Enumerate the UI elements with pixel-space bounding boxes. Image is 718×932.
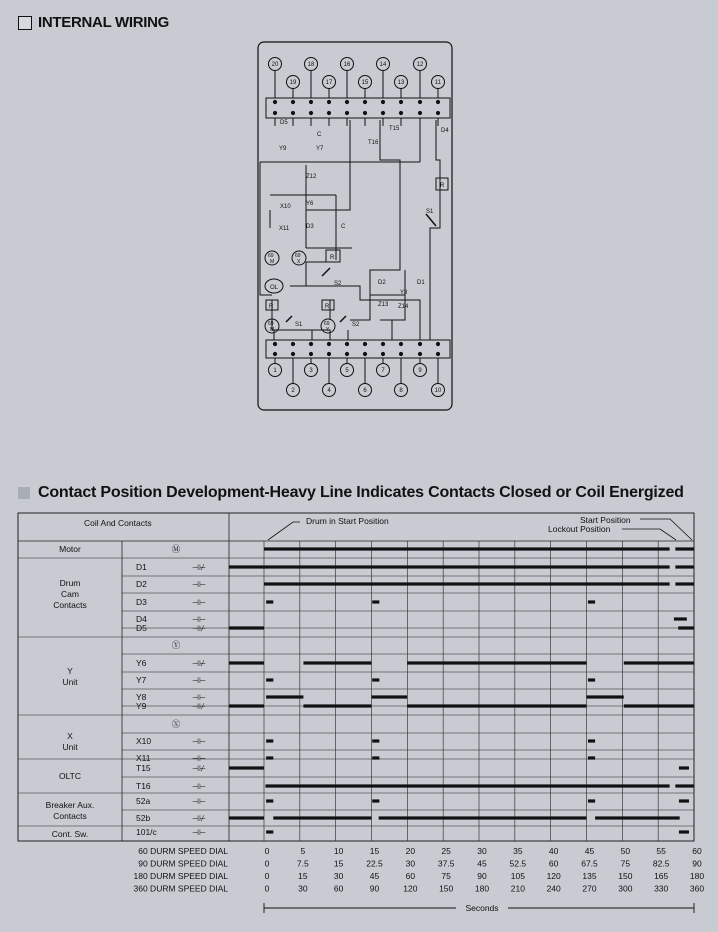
contact-closed-bar [266, 600, 273, 603]
chart-frame [18, 513, 694, 841]
dial-value: 300 [618, 883, 633, 894]
dial-label: 360 DURM SPEED DIAL [133, 883, 228, 894]
contact-closed-bar [587, 695, 624, 698]
contact-label: Y9 [136, 701, 147, 711]
dial-value: 40 [548, 846, 559, 856]
dial-value: 30 [298, 883, 308, 894]
dial-value: 15 [298, 871, 308, 881]
dial-value: 60 [405, 871, 416, 881]
bottom-terminal-label: 7 [381, 368, 385, 374]
contact-closed-bar [266, 739, 273, 742]
contact-closed-bar [266, 678, 273, 681]
contact-symbol: ⊣⊢ [192, 828, 206, 837]
dial-value: 25 [441, 846, 451, 856]
label-c2: C [341, 224, 346, 230]
bottom-terminal-label: 8 [399, 388, 403, 394]
dial-value: 15 [333, 858, 344, 869]
dial-value: 55 [656, 846, 666, 856]
contact-closed-bar [675, 565, 694, 568]
unit-symbol: Ⓧ [171, 719, 181, 729]
top-terminal-label: 13 [397, 80, 405, 86]
dial-label: 180 DURM SPEED DIAL [133, 871, 228, 881]
contact-closed-bar [407, 704, 586, 707]
drum-start-label: Drum in Start Position [306, 516, 389, 526]
label-t16: T16 [368, 140, 379, 146]
dial-value: 45 [584, 846, 595, 856]
contact-closed-bar [264, 547, 670, 550]
contact-closed-bar [675, 784, 694, 787]
lockout-position-label: Lockout Position [548, 524, 611, 534]
contact-closed-bar [229, 565, 670, 568]
dial-value: 270 [582, 883, 597, 894]
drum-start-arrow [268, 522, 300, 540]
dial-value: 0 [264, 871, 270, 881]
contact-closed-bar [588, 799, 595, 802]
label-z12: Z12 [306, 174, 317, 180]
dial-value: 45 [369, 871, 380, 881]
start-position-label: Start Position [580, 515, 631, 525]
bottom-terminal-label: 1 [273, 368, 277, 374]
contact-closed-bar [372, 756, 379, 759]
label-c: C [317, 132, 322, 138]
dial-value: 105 [510, 871, 525, 881]
dial-value: 180 [474, 883, 490, 894]
contact-closed-bar [229, 766, 264, 769]
lockout-position-arrow [622, 529, 676, 540]
dial-value: 82.5 [652, 858, 670, 869]
contact-closed-bar [372, 678, 379, 681]
contact-closed-bar [674, 617, 687, 620]
dial-value: 150 [618, 871, 633, 881]
label-69b-sub: X [297, 259, 301, 265]
dial-value: 35 [513, 846, 523, 856]
top-terminal-label: 14 [379, 62, 387, 68]
bottom-terminal-label: 9 [418, 368, 422, 374]
contact-closed-bar [588, 739, 595, 742]
contact-label: X11 [136, 753, 151, 763]
contact-closed-bar [229, 816, 264, 819]
contact-closed-bar [372, 799, 379, 802]
dial-value: 135 [582, 871, 597, 881]
contact-closed-bar [675, 582, 694, 585]
contact-closed-bar [265, 784, 669, 787]
contact-symbol: ⊣⊢ [192, 754, 206, 763]
top-terminal-label: 17 [325, 80, 333, 86]
dial-value: 75 [620, 858, 631, 869]
label-69d: 69 [324, 321, 330, 327]
contact-symbol: ⊣⊢ [192, 737, 206, 746]
bottom-terminal-label: 2 [291, 388, 295, 394]
label-69d-sub: Y [326, 327, 330, 333]
contact-symbol: ⊣⊢ [192, 797, 206, 806]
internal-wiring-title: INTERNAL WIRING [38, 14, 170, 31]
contact-label: Y7 [136, 675, 147, 685]
group-label: X Unit [62, 731, 78, 752]
top-terminal-label: 11 [434, 80, 442, 86]
label-r1: R [330, 255, 335, 261]
dial-value: 180 [689, 871, 705, 881]
label-s2b: S2 [352, 322, 360, 328]
dial-value: 10 [333, 846, 344, 856]
contact-label: 101/c [136, 827, 157, 837]
label-s2: S2 [334, 281, 342, 287]
label-69c-sub: M [270, 327, 275, 333]
unit-symbol: Ⓨ [171, 640, 181, 650]
contact-label: D4 [136, 614, 147, 624]
group-label: Cont. Sw. [51, 829, 89, 839]
contact-symbol: ⊣⊢ [192, 580, 206, 589]
contact-symbol: ⊣⊢ [192, 676, 206, 685]
label-z13: Z13 [378, 302, 389, 308]
contact-label: X10 [136, 736, 152, 746]
contact-closed-bar [624, 661, 694, 664]
group-label: OLTC [58, 771, 82, 781]
contact-label: Y8 [136, 692, 147, 702]
label-t15: T15 [389, 126, 400, 132]
contact-closed-bar [379, 816, 587, 819]
dial-value: 7.5 [296, 858, 309, 869]
dial-value: 90 [477, 871, 487, 881]
contact-closed-bar [679, 799, 689, 802]
contact-label: D1 [136, 562, 147, 572]
contact-closed-bar [303, 661, 371, 664]
top-terminal-label: 12 [416, 62, 424, 68]
dial-value: 165 [654, 871, 669, 881]
dial-value: 30 [405, 858, 416, 869]
contact-symbol: ⊣⊢ [192, 693, 206, 702]
contact-closed-bar [266, 695, 303, 698]
dial-value: 0 [264, 858, 270, 869]
label-z14: Z14 [398, 304, 409, 310]
label-r2: R [440, 183, 445, 189]
contact-label: T16 [136, 781, 151, 791]
seconds-label: Seconds [465, 903, 499, 913]
contact-symbol: ⊣⊢ [192, 598, 206, 607]
dial-value: 52.5 [509, 858, 527, 869]
dial-value: 30 [477, 846, 487, 856]
contact-closed-bar [266, 799, 273, 802]
label-69a: 69 [268, 253, 274, 259]
contact-label: D2 [136, 579, 147, 589]
contact-closed-bar [675, 547, 694, 550]
contact-closed-bar [229, 661, 264, 664]
group-label: Breaker Aux. Contacts [45, 800, 95, 821]
dial-value: 150 [439, 883, 454, 894]
dial-value: 67.5 [581, 858, 598, 869]
contact-closed-bar [229, 704, 264, 707]
label-d4: D4 [441, 128, 449, 134]
label-d1: D1 [417, 280, 425, 286]
label-69c: 69 [268, 321, 274, 327]
contact-label: Y6 [136, 658, 147, 668]
dial-value: 240 [546, 883, 561, 894]
bottom-terminal-label: 4 [327, 388, 331, 394]
dial-value: 360 [689, 883, 705, 894]
label-ol: OL [270, 285, 279, 291]
contact-closed-bar [595, 816, 680, 819]
contact-closed-bar [407, 661, 586, 664]
label-d3: D3 [306, 224, 314, 230]
dial-value: 20 [405, 846, 416, 856]
contact-closed-bar [264, 582, 670, 585]
dial-value: 120 [403, 883, 418, 894]
contact-closed-bar [588, 600, 595, 603]
dial-label: 60 DURM SPEED DIAL [138, 846, 228, 856]
contact-closed-bar [624, 704, 694, 707]
contact-symbol: ⊣⊢ [192, 782, 206, 791]
contact-closed-bar [372, 600, 379, 603]
contact-closed-bar [266, 756, 273, 759]
unit-symbol: Ⓜ [171, 544, 181, 554]
dial-value: 120 [546, 871, 561, 881]
contact-closed-bar [273, 816, 371, 819]
dial-value: 37.5 [437, 858, 455, 869]
contact-closed-bar [372, 695, 408, 698]
bottom-terminal-label: 6 [363, 388, 367, 394]
contact-symbol: ⊣⊬ [192, 624, 206, 633]
contact-label: T15 [136, 763, 151, 773]
contact-symbol: ⊣⊬ [192, 814, 206, 823]
label-x11: X11 [279, 226, 290, 232]
contact-closed-bar [588, 678, 595, 681]
contact-label: D5 [136, 623, 147, 633]
label-x10: X10 [280, 204, 291, 210]
contact-symbol: ⊣⊬ [192, 702, 206, 711]
bottom-terminal-label: 3 [309, 368, 313, 374]
top-terminal-label: 16 [343, 62, 351, 68]
dial-value: 90 [692, 858, 702, 869]
label-y7: Y7 [316, 146, 324, 152]
contact-closed-bar [588, 756, 595, 759]
dial-value: 75 [441, 871, 451, 881]
label-r4: R [325, 304, 330, 310]
contact-closed-bar [266, 830, 273, 833]
label-s1b: S1 [295, 322, 303, 328]
contact-closed-bar [679, 830, 689, 833]
label-d2: D2 [378, 280, 386, 286]
dial-value: 15 [369, 846, 380, 856]
dial-value: 90 [369, 883, 380, 894]
label-y6: Y6 [306, 201, 314, 207]
dial-value: 60 [692, 846, 702, 856]
bottom-terminal-label: 5 [345, 368, 349, 374]
contact-closed-bar [229, 626, 264, 629]
coil-and-contacts-header: Coil And Contacts [84, 518, 152, 528]
dial-value: 22.5 [366, 858, 383, 869]
dial-value: 60 [548, 858, 559, 869]
dial-label: 90 DURM SPEED DIAL [138, 858, 228, 869]
contact-symbol: ⊣⊢ [192, 615, 206, 624]
label-y8: Y8 [400, 290, 408, 296]
dial-value: 50 [620, 846, 631, 856]
contact-symbol: ⊣⊬ [192, 764, 206, 773]
bottom-terminal-label: 10 [434, 388, 442, 394]
dial-value: 330 [654, 883, 669, 894]
dial-value: 30 [333, 871, 344, 881]
contact-symbol: ⊣⊬ [192, 563, 206, 572]
group-label: Y Unit [62, 666, 78, 687]
top-terminal-label: 15 [361, 80, 369, 86]
contact-label: 52a [136, 796, 151, 806]
label-69b: 69 [295, 253, 301, 259]
dial-value: 5 [300, 846, 306, 856]
label-r3: R [269, 304, 274, 310]
group-label: Motor [59, 544, 81, 554]
contact-closed-bar [372, 739, 379, 742]
top-terminal-label: 18 [307, 62, 315, 68]
contact-label: D3 [136, 597, 147, 607]
group-label: Drum Cam Contacts [53, 578, 87, 610]
contact-symbol: ⊣⊬ [192, 659, 206, 668]
top-terminal-label: 19 [289, 80, 297, 86]
contact-closed-bar [303, 704, 371, 707]
top-terminal-label: 20 [271, 62, 279, 68]
start-position-arrow [640, 519, 692, 540]
dial-value: 60 [333, 883, 344, 894]
contact-chart-title: Contact Position Development-Heavy Line Indicates Contacts Closed or Coil Energized [38, 484, 684, 501]
dial-value: 45 [477, 858, 487, 869]
dial-value: 210 [510, 883, 525, 894]
contact-closed-bar [679, 766, 689, 769]
contact-label: 52b [136, 813, 151, 823]
label-d5: D5 [280, 120, 288, 126]
label-69a-sub: M [270, 259, 275, 265]
dial-value: 0 [264, 846, 270, 856]
label-s1: S1 [426, 209, 434, 215]
contact-closed-bar [678, 626, 694, 629]
dial-value: 0 [264, 883, 270, 894]
label-y9: Y9 [279, 146, 287, 152]
